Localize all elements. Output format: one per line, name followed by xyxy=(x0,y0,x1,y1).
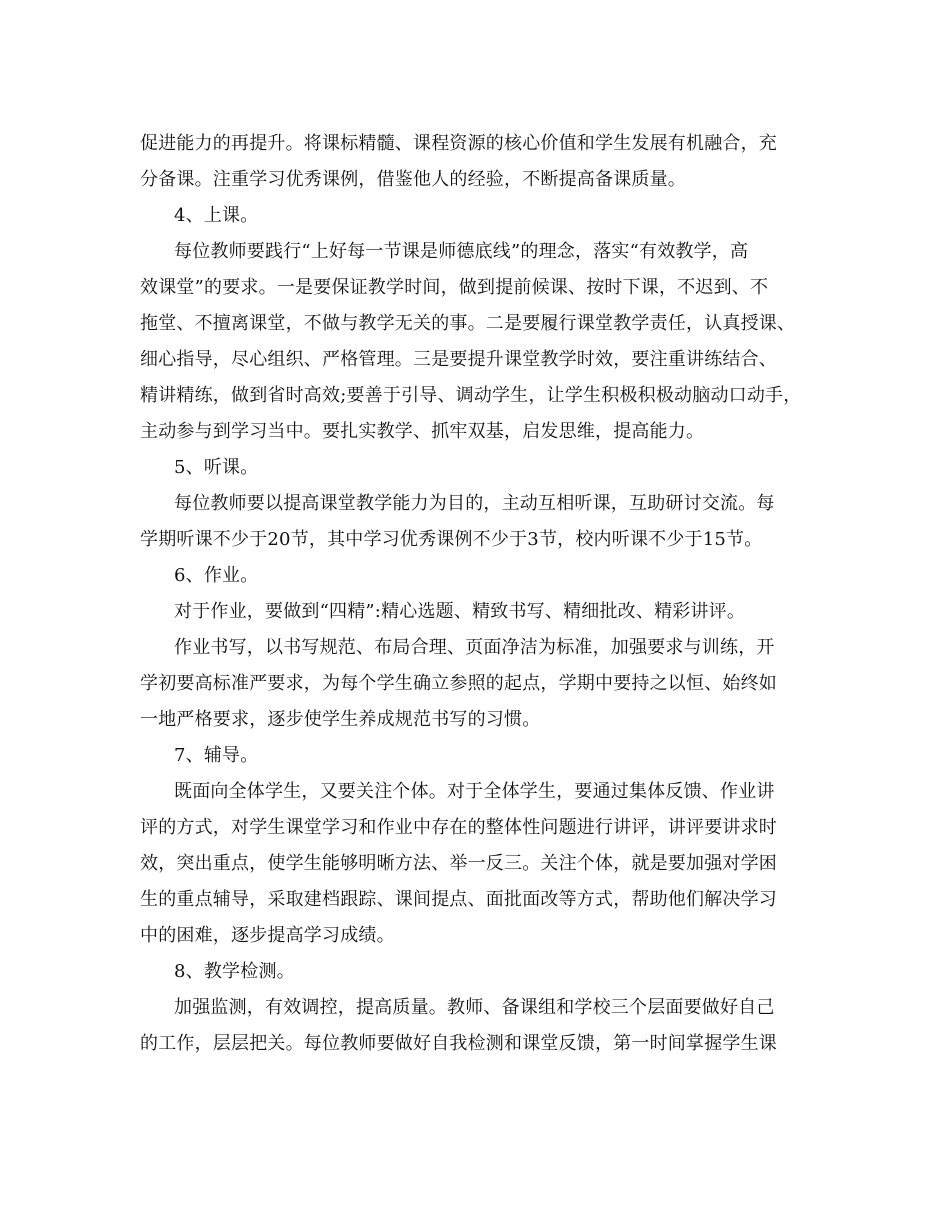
body-text-line: 细心指导，尽心组织、严格管理。三是要提升课堂教学时效，要注重讲练结合、 xyxy=(140,349,777,370)
section-heading: 5、听课。 xyxy=(174,457,259,478)
body-text-line: 效课堂”的要求。一是要保证教学时间，做到提前候课、按时下课，不迟到、不 xyxy=(140,277,769,298)
section-heading: 7、辅导。 xyxy=(174,745,259,766)
body-text-line: 主动参与到学习当中。要扎实教学、抓牢双基，启发思维，提高能力。 xyxy=(140,421,705,442)
body-text-line: 一地严格要求，逐步使学生养成规范书写的习惯。 xyxy=(140,709,541,730)
body-text-line: 既面向全体学生，又要关注个体。对于全体学生，要通过集体反馈、作业讲 xyxy=(174,781,775,802)
body-text-line: 每位教师要践行“上好每一节课是师德底线”的理念，落实“有效教学，高 xyxy=(174,241,749,262)
body-text-line: 评的方式，对学生课堂学习和作业中存在的整体性问题进行讲评，讲评要讲求时 xyxy=(140,817,777,838)
body-text-line: 每位教师要以提高课堂教学能力为目的，主动互相听课，互助研讨交流。每 xyxy=(174,493,775,514)
body-text-line: 效，突出重点，使学生能够明晰方法、举一反三。关注个体，就是要加强对学困 xyxy=(140,853,777,874)
body-text-line: 对于作业，要做到“四精”:精心选题、精致书写、精细批改、精彩讲评。 xyxy=(174,601,746,622)
body-text-line: 学初要高标准严要求，为每个学生确立参照的起点，学期中要持之以恒、始终如 xyxy=(140,673,777,694)
body-text-line: 中的困难，逐步提高学习成绩。 xyxy=(140,925,395,946)
body-text-line: 拖堂、不擅离课堂，不做与教学无关的事。二是要履行课堂教学责任，认真授课、 xyxy=(140,313,796,334)
section-heading: 6、作业。 xyxy=(174,565,259,586)
body-text-line: 分备课。注重学习优秀课例，借鉴他人的经验，不断提高备课质量。 xyxy=(140,169,686,190)
body-text-line: 的工作，层层把关。每位教师要做好自我检测和课堂反馈，第一时间掌握学生课 xyxy=(140,1033,777,1054)
body-text-line: 精讲精练，做到省时高效;要善于引导、调动学生，让学生积极积极动脑动口动手， xyxy=(140,385,802,406)
body-text-line: 生的重点辅导，采取建档跟踪、课间提点、面批面改等方式，帮助他们解决学习 xyxy=(140,889,777,910)
section-heading: 8、教学检测。 xyxy=(174,961,295,982)
body-text-line: 学期听课不少于20节，其中学习优秀课例不少于3节，校内听课不少于15节。 xyxy=(140,529,763,550)
body-text-line: 促进能力的再提升。将课标精髓、课程资源的核心价值和学生发展有机融合，充 xyxy=(140,133,777,154)
body-text-line: 加强监测，有效调控，提高质量。教师、备课组和学校三个层面要做好自己 xyxy=(174,997,775,1018)
section-heading: 4、上课。 xyxy=(174,205,259,226)
body-text-line: 作业书写，以书写规范、布局合理、页面净洁为标准，加强要求与训练，开 xyxy=(174,637,775,658)
